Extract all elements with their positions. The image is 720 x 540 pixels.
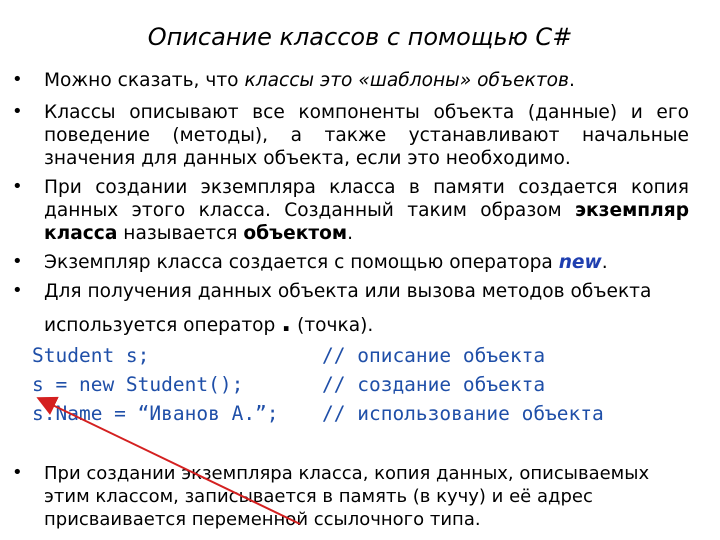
bullet-6-line-2: этим классом, записывается в память (в кучу) и её адрес: [44, 486, 593, 507]
bullet-dot: •: [12, 101, 23, 122]
dot-operator: .: [281, 308, 292, 338]
bullet-5-text: используется оператор: [44, 315, 282, 336]
bullet-3-bold: экземпляр: [575, 200, 689, 221]
bullet-dot: •: [12, 69, 23, 90]
bullet-3-text-2: называется: [117, 223, 244, 244]
code-statement-2: s = new Student();: [32, 373, 244, 396]
keyword-new: new: [558, 252, 602, 273]
bullet-dot: •: [12, 462, 23, 483]
code-comment-2: // создание объекта: [322, 373, 546, 396]
bullet-3-end: .: [347, 223, 354, 244]
bullet-4-text: Экземпляр класса создается с помощью оператора: [44, 252, 559, 273]
bullet-3-bold-3: объектом: [243, 223, 348, 244]
bullet-3-line-1: При создании экземпляра класса в памяти создается копия: [44, 177, 689, 198]
bullet-dot: •: [12, 176, 23, 197]
bullet-2-line-3: значения для данных объекта, если это необходимо.: [44, 148, 571, 169]
bullet-1-text: Можно сказать, что: [44, 70, 245, 91]
bullet-dot: •: [12, 280, 23, 301]
code-comment-3: // использование объекта: [322, 402, 604, 425]
bullet-1-end: .: [569, 70, 575, 91]
slide-title: Описание классов с помощью C#: [147, 23, 573, 51]
bullet-5-line-1: Для получения данных объекта или вызова методов объекта: [44, 281, 652, 302]
arrow-line: [40, 399, 300, 524]
code-statement-3: s.Name = “Иванов А.”;: [32, 402, 279, 425]
code-comment-1: // описание объекта: [322, 344, 546, 367]
bullet-2-line-1: Классы описывают все компоненты объекта (данные) и его: [44, 102, 689, 123]
bullet-dot: •: [12, 251, 23, 272]
bullet-5-end: (точка).: [291, 315, 374, 336]
bullet-1-emphasis: классы это «шаблоны» объектов: [244, 70, 569, 91]
bullet-6-line-3: присваивается переменной ссылочного типа.: [44, 509, 481, 530]
bullet-2-line-2: поведение (методы), а также устанавливают начальные: [44, 125, 689, 146]
bullet-3-text: данных этого класса. Созданный таким образом: [44, 200, 576, 221]
bullet-3-bold-2: класса: [44, 223, 118, 244]
code-statement-1: Student s;: [32, 344, 150, 367]
bullet-6-line-1: При создании экземпляра класса, копия данных, описываемых: [44, 463, 650, 484]
bullet-4-end: .: [601, 252, 608, 273]
